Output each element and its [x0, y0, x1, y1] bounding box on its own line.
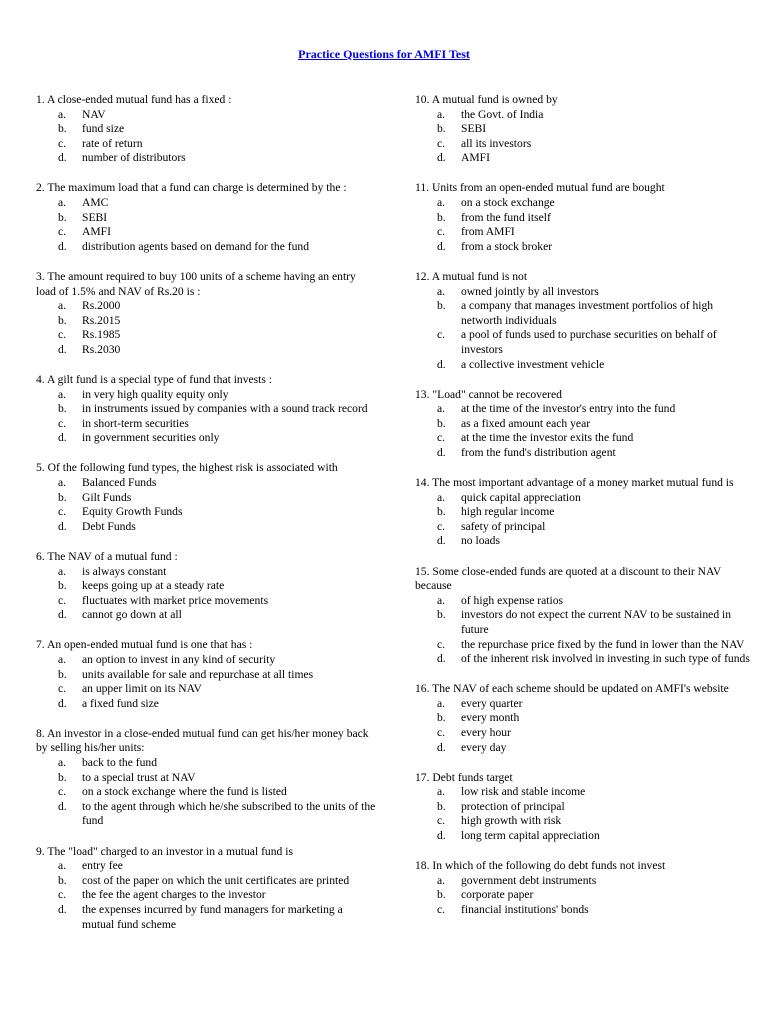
question-block [415, 565, 755, 667]
answer-options [36, 299, 376, 357]
answer-option [415, 108, 755, 123]
answer-option [415, 888, 755, 903]
option-text: investors do not expect the current NAV to be sustained in future [461, 608, 732, 636]
option-text: of high expense ratios [461, 593, 564, 607]
question-block [36, 727, 376, 829]
option-text: safety of principal [461, 519, 546, 533]
option-letter: c. [437, 637, 446, 651]
question-text: 7. An open-ended mutual fund is one that has : [36, 638, 253, 652]
answer-option [36, 594, 376, 609]
option-letter: b. [58, 210, 67, 224]
option-text: entry fee [82, 859, 123, 873]
answer-option [415, 446, 755, 461]
option-letter: c. [58, 593, 67, 607]
option-text: every quarter [461, 696, 523, 710]
question-text: 14. The most important advantage of a money market mutual fund is [415, 476, 734, 490]
answer-option [415, 652, 755, 667]
question-block [36, 638, 376, 711]
option-letter: c. [58, 225, 67, 239]
option-text: an upper limit on its NAV [82, 682, 202, 696]
option-letter: a. [437, 490, 446, 504]
option-text: no loads [461, 534, 500, 548]
answer-option [415, 431, 755, 446]
option-text: SEBI [82, 210, 108, 224]
answer-option [36, 579, 376, 594]
answer-option [415, 196, 755, 211]
question-text: 1. A close-ended mutual fund has a fixed : [36, 93, 232, 106]
option-letter: b. [437, 888, 446, 902]
answer-option [415, 829, 755, 844]
answer-option [36, 653, 376, 668]
option-text: back to the fund [82, 756, 158, 770]
answer-options [36, 388, 376, 446]
option-text: all its investors [461, 136, 532, 150]
option-letter: d. [437, 357, 446, 371]
answer-options [415, 594, 755, 667]
option-letter: a. [58, 387, 67, 401]
question-text: 5. Of the following fund types, the highest risk is associated with [36, 461, 338, 475]
option-letter: c. [437, 519, 446, 533]
answer-option [36, 431, 376, 446]
option-text: Rs.2030 [82, 342, 121, 356]
option-letter: d. [58, 799, 67, 813]
option-text: government debt instruments [461, 873, 597, 887]
answer-option [415, 741, 755, 756]
question-text: 3. The amount required to buy 100 units of a scheme having an entry load of 1.5% and NAV of Rs.20 is : [36, 269, 356, 298]
option-text: Balanced Funds [82, 476, 157, 490]
option-letter: a. [58, 859, 67, 873]
option-text: on a stock exchange where the fund is listed [82, 785, 287, 799]
answer-option [36, 756, 376, 771]
answer-option [415, 726, 755, 741]
option-text: high regular income [461, 505, 555, 519]
answer-option [415, 285, 755, 300]
option-text: at the time the investor exits the fund [461, 431, 634, 445]
answer-option [36, 122, 376, 137]
option-letter: d. [437, 239, 446, 253]
option-letter: b. [437, 799, 446, 813]
option-text: rate of return [82, 136, 143, 150]
option-letter: a. [58, 196, 67, 210]
answer-options [36, 476, 376, 534]
answer-option [36, 697, 376, 712]
option-text: is always constant [82, 564, 167, 578]
answer-option [415, 903, 755, 918]
option-letter: a. [58, 756, 67, 770]
option-text: fund size [82, 122, 125, 136]
answer-option [415, 638, 755, 653]
answer-option [36, 668, 376, 683]
option-text: an option to invest in any kind of security [82, 653, 276, 666]
option-letter: c. [58, 328, 67, 342]
option-letter: c. [58, 888, 67, 902]
option-letter: c. [437, 136, 446, 150]
answer-option [415, 240, 755, 255]
option-text: a pool of funds used to purchase securities on behalf of investors [461, 328, 717, 356]
answer-option [36, 240, 376, 255]
answer-option [415, 874, 755, 889]
option-text: Rs.1985 [82, 328, 121, 342]
answer-option [415, 594, 755, 609]
option-text: the repurchase price fixed by the fund in lower than the NAV [461, 637, 745, 651]
option-text: corporate paper [461, 888, 534, 902]
answer-option [36, 225, 376, 240]
option-letter: a. [437, 873, 446, 887]
answer-option [36, 108, 376, 123]
option-letter: b. [58, 122, 67, 136]
option-text: a collective investment vehicle [461, 357, 605, 371]
option-letter: d. [58, 608, 67, 622]
option-letter: a. [437, 402, 446, 416]
option-text: Debt Funds [82, 519, 136, 533]
option-text: from a stock broker [461, 239, 553, 253]
answer-option [36, 565, 376, 580]
answer-option [36, 505, 376, 520]
answer-options [36, 565, 376, 623]
answer-option [415, 800, 755, 815]
option-letter: b. [58, 667, 67, 681]
answer-option [36, 785, 376, 800]
answer-option [36, 196, 376, 211]
answer-option [415, 814, 755, 829]
question-block [415, 682, 755, 755]
option-text: AMFI [461, 151, 490, 165]
answer-options [415, 196, 755, 254]
option-letter: c. [58, 416, 67, 430]
question-block [415, 181, 755, 254]
option-text: Rs.2015 [82, 313, 121, 327]
option-letter: d. [437, 652, 446, 666]
option-letter: c. [58, 136, 67, 150]
option-letter: b. [58, 579, 67, 593]
option-letter: b. [437, 608, 446, 622]
answer-options [415, 402, 755, 460]
answer-option [36, 888, 376, 903]
question-text: 13. "Load" cannot be recovered [415, 387, 562, 401]
option-letter: b. [58, 313, 67, 327]
option-text: at the time of the investor's entry into the fund [461, 402, 676, 416]
answer-option [36, 314, 376, 329]
option-text: on a stock exchange [461, 196, 555, 210]
option-text: owned jointly by all investors [461, 284, 599, 298]
option-letter: b. [437, 505, 446, 519]
option-letter: c. [58, 785, 67, 799]
answer-options [415, 491, 755, 549]
answer-option [415, 608, 755, 637]
answer-option [36, 137, 376, 152]
answer-option [36, 771, 376, 786]
answer-option [36, 520, 376, 535]
option-letter: b. [437, 711, 446, 725]
option-letter: a. [437, 785, 446, 799]
option-text: SEBI [461, 122, 487, 136]
question-text: 10. A mutual fund is owned by [415, 93, 558, 106]
option-text: financial institutions' bonds [461, 902, 589, 916]
page-title[interactable]: Practice Questions for AMFI Test [298, 47, 470, 61]
option-letter: d. [437, 829, 446, 843]
option-text: from AMFI [461, 225, 515, 239]
question-block [36, 373, 376, 446]
option-letter: a. [437, 107, 446, 121]
question-block [415, 93, 755, 166]
answer-option [36, 859, 376, 874]
answer-options [415, 874, 755, 918]
option-text: units available for sale and repurchase at all times [82, 667, 314, 681]
question-text: 4. A gilt fund is a special type of fund that invests : [36, 373, 273, 386]
option-letter: a. [58, 476, 67, 490]
option-letter: c. [437, 328, 446, 342]
option-letter: c. [437, 225, 446, 239]
right-column [415, 93, 755, 933]
option-text: number of distributors [82, 151, 186, 165]
answer-option [36, 299, 376, 314]
question-text: 12. A mutual fund is not [415, 269, 528, 283]
option-text: Gilt Funds [82, 490, 132, 504]
option-text: distribution agents based on demand for the fund [82, 239, 309, 253]
option-text: cannot go down at all [82, 608, 182, 622]
option-text: Equity Growth Funds [82, 505, 183, 519]
answer-option [415, 491, 755, 506]
option-text: the fee the agent charges to the investor [82, 888, 266, 902]
option-letter: b. [437, 299, 446, 313]
option-letter: a. [58, 564, 67, 578]
answer-option [36, 903, 376, 932]
option-text: every day [461, 740, 507, 754]
question-text: 8. An investor in a close-ended mutual fund can get his/her money back by selling his/her units: [36, 726, 369, 755]
question-block [36, 845, 376, 933]
option-text: the expenses incurred by fund managers for marketing a mutual fund scheme [82, 902, 343, 931]
question-block [36, 93, 376, 166]
option-letter: a. [58, 653, 67, 666]
answer-option [36, 608, 376, 623]
answer-option [415, 785, 755, 800]
question-block [415, 771, 755, 844]
answer-options [36, 756, 376, 829]
option-letter: d. [58, 342, 67, 356]
answer-option [36, 211, 376, 226]
question-block [36, 270, 376, 358]
answer-option [36, 328, 376, 343]
option-text: of the inherent risk involved in investing in such type of funds [461, 652, 750, 666]
option-letter: d. [437, 740, 446, 754]
option-text: to a special trust at NAV [82, 770, 196, 784]
option-text: every month [461, 711, 520, 725]
option-text: high growth with risk [461, 814, 562, 828]
answer-option [36, 343, 376, 358]
question-block [36, 461, 376, 534]
option-text: a fixed fund size [82, 696, 159, 710]
answer-option [415, 358, 755, 373]
option-text: every hour [461, 725, 511, 739]
question-block [415, 476, 755, 549]
option-letter: d. [58, 519, 67, 533]
question-block [415, 859, 755, 917]
answer-option [36, 874, 376, 889]
option-text: long term capital appreciation [461, 829, 600, 843]
option-letter: d. [58, 151, 67, 165]
answer-options [415, 285, 755, 373]
option-letter: b. [437, 122, 446, 136]
question-block [36, 181, 376, 254]
option-letter: a. [437, 696, 446, 710]
option-letter: c. [437, 902, 446, 916]
option-letter: d. [437, 445, 446, 459]
option-text: AMC [82, 196, 109, 210]
option-letter: b. [58, 873, 67, 887]
question-text: 15. Some close-ended funds are quoted at a discount to their NAV because [415, 564, 722, 593]
option-text: as a fixed amount each year [461, 416, 591, 430]
option-text: in short-term securities [82, 416, 189, 430]
option-letter: c. [437, 725, 446, 739]
question-text: 2. The maximum load that a fund can charge is determined by the : [36, 181, 347, 195]
option-letter: d. [437, 534, 446, 548]
answer-options [415, 785, 755, 843]
option-text: cost of the paper on which the unit certificates are printed [82, 873, 350, 887]
option-letter: c. [58, 682, 67, 696]
answer-option [36, 476, 376, 491]
question-text: 17. Debt funds target [415, 770, 513, 784]
option-letter: c. [58, 505, 67, 519]
answer-options [36, 108, 376, 166]
answer-option [36, 682, 376, 697]
option-text: in government securities only [82, 431, 220, 445]
answer-option [415, 225, 755, 240]
option-letter: a. [437, 284, 446, 298]
option-text: from the fund itself [461, 210, 551, 224]
option-letter: a. [58, 107, 67, 121]
option-letter: d. [58, 239, 67, 253]
option-text: NAV [82, 107, 106, 121]
option-text: to the agent through which he/she subscribed to the units of the fund [82, 799, 376, 828]
option-text: fluctuates with market price movements [82, 593, 269, 607]
answer-option [415, 697, 755, 712]
option-letter: b. [58, 490, 67, 504]
option-letter: b. [437, 416, 446, 430]
question-block [415, 270, 755, 372]
question-text: 9. The "load" charged to an investor in a mutual fund is [36, 844, 293, 858]
left-column [36, 93, 376, 948]
option-text: AMFI [82, 225, 111, 239]
answer-options [36, 196, 376, 254]
answer-option [415, 534, 755, 549]
option-letter: b. [58, 770, 67, 784]
option-letter: b. [58, 402, 67, 416]
option-letter: c. [437, 814, 446, 828]
question-text: 16. The NAV of each scheme should be updated on AMFI's website [415, 682, 729, 696]
option-letter: d. [58, 431, 67, 445]
option-text: low risk and stable income [461, 785, 586, 799]
option-text: the Govt. of India [461, 107, 544, 121]
answer-options [415, 108, 755, 166]
option-letter: d. [58, 696, 67, 710]
option-text: from the fund's distribution agent [461, 445, 616, 459]
option-letter: a. [437, 196, 446, 210]
question-text: 11. Units from an open-ended mutual fund are bought [415, 181, 665, 195]
option-letter: b. [437, 210, 446, 224]
answer-option [36, 491, 376, 506]
answer-option [36, 151, 376, 166]
option-text: protection of principal [461, 799, 565, 813]
option-letter: d. [58, 902, 67, 916]
answer-option [415, 328, 755, 357]
answer-option [415, 505, 755, 520]
answer-option [415, 211, 755, 226]
answer-options [36, 859, 376, 932]
answer-option [36, 417, 376, 432]
option-text: in instruments issued by companies with a sound track record [82, 402, 368, 416]
option-text: Rs.2000 [82, 299, 121, 313]
question-block [36, 550, 376, 623]
answer-option [415, 402, 755, 417]
option-letter: d. [437, 151, 446, 165]
question-text: 6. The NAV of a mutual fund : [36, 549, 178, 563]
answer-option [415, 711, 755, 726]
question-text: 18. In which of the following do debt funds not invest [415, 859, 666, 873]
answer-options [415, 697, 755, 755]
answer-option [36, 800, 376, 829]
answer-option [415, 299, 755, 328]
answer-option [36, 402, 376, 417]
answer-option [415, 520, 755, 535]
answer-option [415, 151, 755, 166]
option-letter: c. [437, 431, 446, 445]
option-text: keeps going up at a steady rate [82, 579, 225, 593]
option-text: in very high quality equity only [82, 387, 229, 401]
option-letter: a. [58, 299, 67, 313]
answer-option [415, 137, 755, 152]
answer-option [415, 122, 755, 137]
option-text: a company that manages investment portfolios of high networth individuals [461, 299, 714, 327]
answer-options [36, 653, 376, 711]
answer-option [36, 388, 376, 403]
answer-option [415, 417, 755, 432]
question-block [415, 388, 755, 461]
option-text: quick capital appreciation [461, 490, 581, 504]
option-letter: a. [437, 593, 446, 607]
